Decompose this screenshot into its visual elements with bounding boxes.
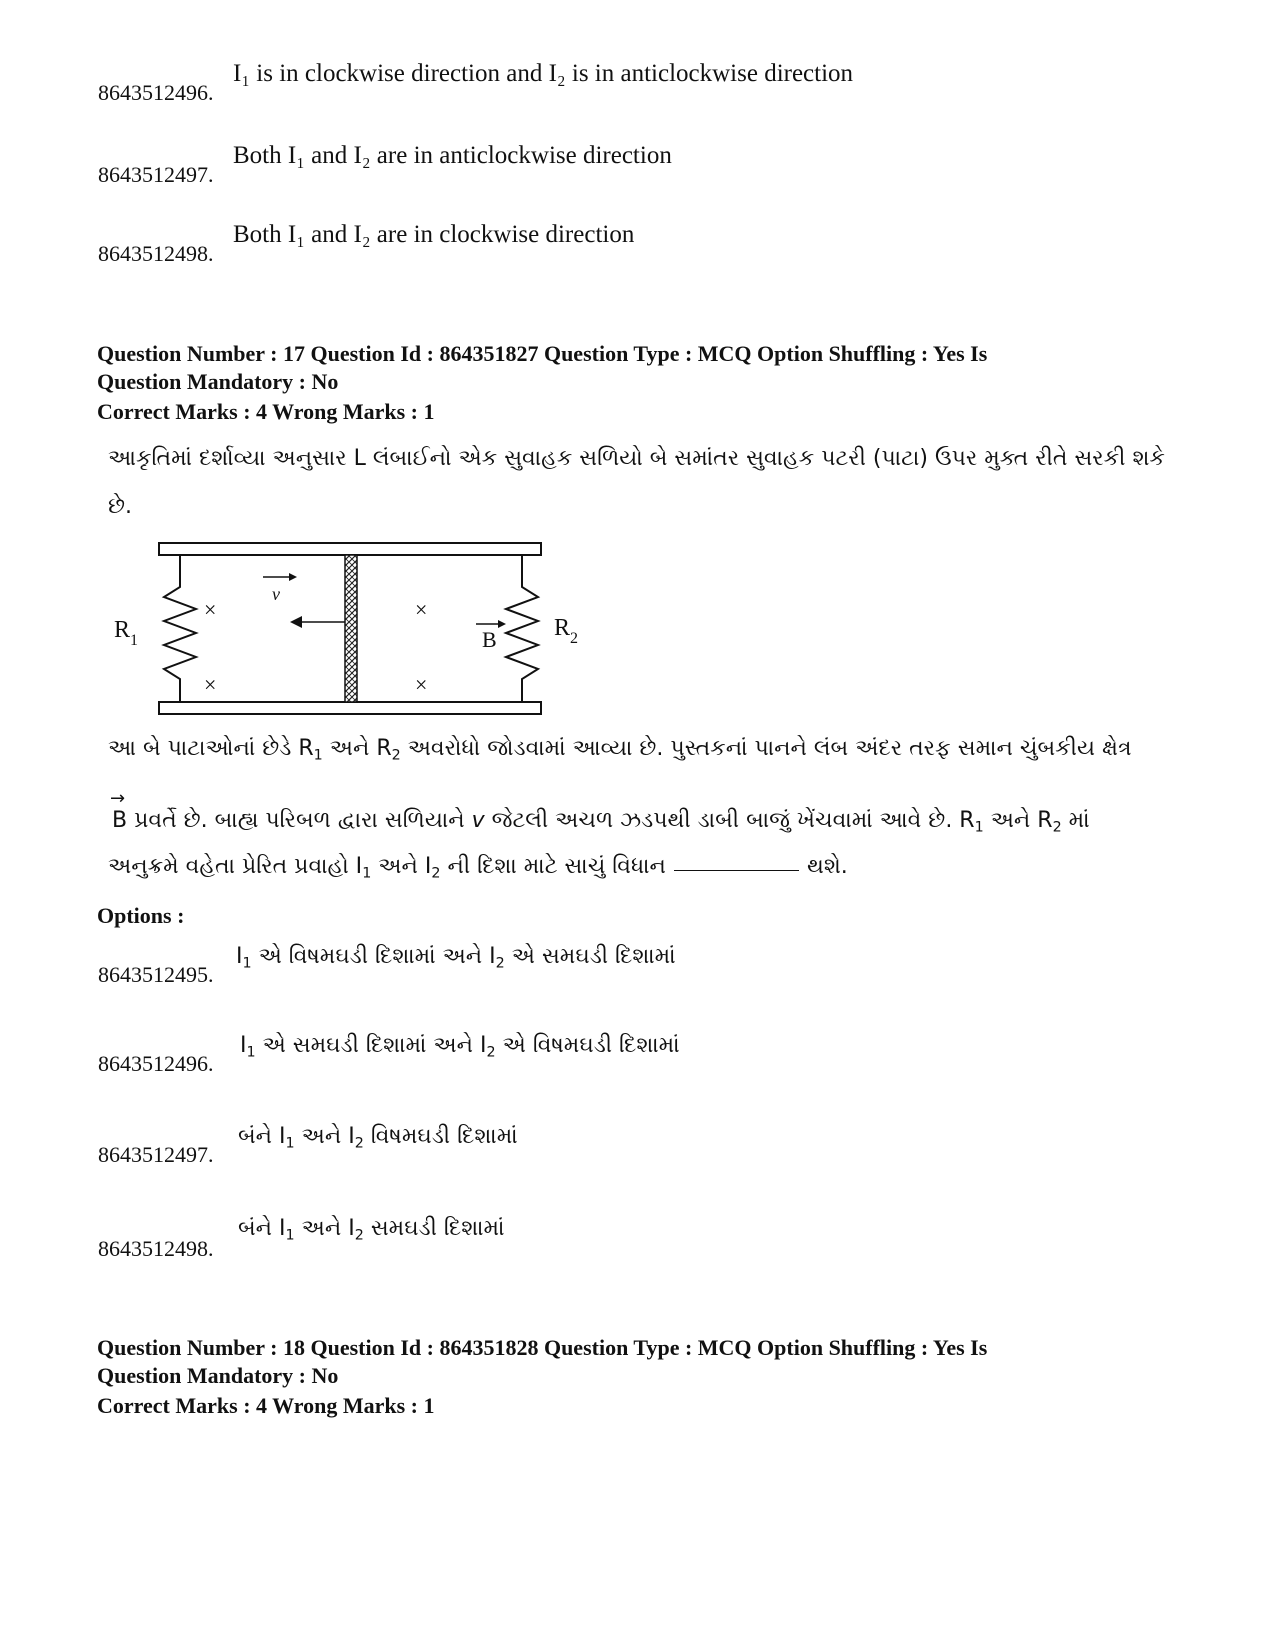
question-17-meta <box>97 340 987 396</box>
option-text: I₁ is in clockwise direction and I₂ is in anticlockwise direction <box>233 60 854 87</box>
option-id: 8643512498. <box>98 1236 214 1261</box>
meta-line: Question Mandatory : No <box>97 1363 339 1388</box>
question-text-line: આ બે પાટાઓનાં છેડે $R_1$ અને $R_2$ અવરોધો જોડવામાં આવ્યા છે. પુસ્તકનાં પાનને લંબ અંદર તરફ સમાન ચુંબકીય ક્ષેત્ર <box>108 736 1132 764</box>
option-text: $I_1$ એ વિષમઘડી દિશામાં અને $I_2$ એ સમઘડી દિશામાં <box>236 944 676 972</box>
resistor-r2 <box>506 555 538 702</box>
option-text: $I_1$ એ સમઘડી દિશામાં અને $I_2$ એ વિષમઘડી દિશામાં <box>240 1033 680 1061</box>
option-id: 8643512496. <box>98 1051 214 1076</box>
top-rail <box>159 543 541 555</box>
option-id: 8643512496. <box>98 80 214 105</box>
question-text-line: છે. <box>108 494 132 519</box>
r2-label: R <box>554 615 571 641</box>
option-text: Both I₁ and I₂ are in anticlockwise direction <box>233 142 672 169</box>
b-label: B <box>482 627 497 652</box>
meta-line: Question Mandatory : No <box>97 369 339 394</box>
field-cross: × <box>204 672 217 697</box>
question-text-line: અનુક્રમે વહેતા પ્રેરિત પ્રવાહો $I_1$ અને $I_2$ ની દિશા માટે સાચું વિધાન થશે. <box>108 854 848 882</box>
r1-sub: 1 <box>130 632 138 649</box>
b-vector-head <box>498 620 506 628</box>
option-text: બંને $I_1$ અને $I_2$ વિષમઘડી દિશામાં <box>238 1124 518 1152</box>
question-text-line: → B પ્રવર્તે છે. બાહ્ય પરિબળ દ્વારા સળિયાને v જેટલી અચળ ઝડપથી ડાબી બાજું ખેંચવામાં આવે છે. $R_1$ અને $R_2$ માં <box>112 796 1090 852</box>
option-id: 8643512495. <box>98 962 214 987</box>
r2-sub: 2 <box>570 630 578 647</box>
field-cross: × <box>204 597 217 622</box>
v-vector-head <box>289 573 297 581</box>
meta-line: Question Number : 17 Question Id : 864351827 Question Type : MCQ Option Shuffling : Yes Is <box>97 341 988 366</box>
velocity-arrow-head <box>290 616 302 628</box>
resistor-r1 <box>164 555 196 702</box>
b-vector-symbol: → B <box>112 796 127 846</box>
field-cross: × <box>415 597 428 622</box>
option-id: 8643512497. <box>98 162 214 187</box>
option-id: 8643512497. <box>98 1142 214 1167</box>
v-label: v <box>272 584 280 604</box>
r1-label: R <box>114 617 131 643</box>
options-label: Options : <box>97 903 185 928</box>
question-text-line: આકૃતિમાં દર્શાવ્યા અનુસાર L લંબાઈનો એક સુવાહક સળિયો બે સમાંતર સુવાહક પટરી (પાટા) ઉપર મુક્ત રીતે સરકી શકે <box>108 446 1165 471</box>
circuit-figure <box>100 535 620 725</box>
question-18-meta <box>97 1334 987 1390</box>
meta-line: Question Number : 18 Question Id : 864351828 Question Type : MCQ Option Shuffling : Yes Is <box>97 1335 988 1360</box>
answer-blank <box>674 869 799 871</box>
option-text: Both I₁ and I₂ are in clockwise direction <box>233 221 635 248</box>
sliding-rod <box>345 555 357 702</box>
option-text: બંને $I_1$ અને $I_2$ સમઘડી દિશામાં <box>238 1216 505 1244</box>
field-cross: × <box>415 672 428 697</box>
bottom-rail <box>159 702 541 714</box>
question-18-marks: Correct Marks : 4 Wrong Marks : 1 <box>97 1393 435 1418</box>
question-17-marks: Correct Marks : 4 Wrong Marks : 1 <box>97 399 435 424</box>
option-id: 8643512498. <box>98 241 214 266</box>
